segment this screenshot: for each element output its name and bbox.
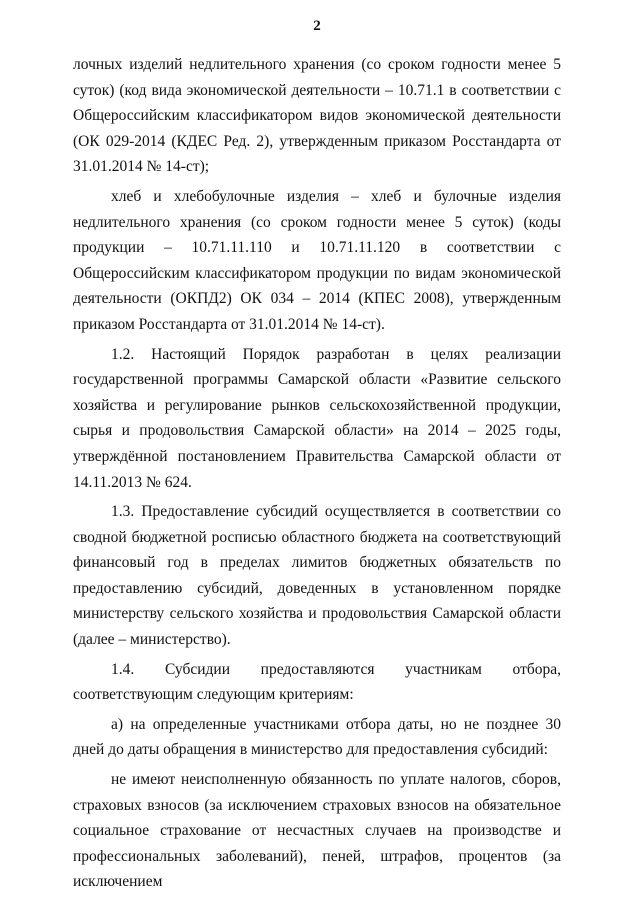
page-number: 2 <box>313 18 321 34</box>
paragraph-1-4: 1.4. Субсидии предоставляются участникам отбора, соответствующим следующим критериям: <box>73 660 561 704</box>
paragraph-criteria-a: а) на определенные участниками отбора даты, но не позднее 30 дней до даты обращения в министерство для предоставления субсидий: <box>73 715 561 759</box>
paragraph-no-tax-debt: не имеют неисполненную обязанность по уплате налогов, сборов, страховых взносов (за исключением страховых взносов на обязательное социальное страхование от несчастных случаев на производстве и профессиональных заболеваний), пеней, штрафов, процентов (за исключением <box>73 771 561 891</box>
paragraph-1-3: 1.3. Предоставление субсидий осуществляется в соответствии со сводной бюджетной росписью областного бюджета на соответствующий финансовый год в пределах лимитов бюджетных обязательств по предоставлению субсидий, доведенных в установленном порядке министерству сельского хозяйства и продовольствия Самарской области (далее – министерство). <box>73 503 561 649</box>
paragraph-continuation: лочных изделий недлительного хранения (со сроком годности менее 5 суток) (код вида экономической деятельности – 10.71.1 в соответствии с Общероссийским классификатором видов экономической деятельности (ОК 029-2014 (КДЕС Ред. 2), утвержденным приказом Росстандарта от 31.01.2014 № 14-ст); <box>73 56 561 176</box>
document-body <box>73 52 561 895</box>
paragraph-1-2: 1.2. Настоящий Порядок разработан в целях реализации государственной программы Самарской области «Развитие сельского хозяйства и регулирование рынков сельскохозяйственной продукции, сырья и продовольствия Самарской области» на 2014 – 2025 годы, утверждённой постановлением Правительства Самарской области от 14.11.2013 № 624. <box>73 345 561 491</box>
paragraph-bread-products: хлеб и хлебобулочные изделия – хлеб и булочные изделия недлительного хранения (со сроком годности менее 5 суток) (коды продукции – 10.71.11.110 и 10.71.11.120 в соответствии с Общероссийским классификатором продукции по видам экономической деятельности (ОКПД2) ОК 034 – 2014 (КПЕС 2008), утвержденным приказом Росстандарта от 31.01.2014 № 14-ст). <box>73 187 561 333</box>
